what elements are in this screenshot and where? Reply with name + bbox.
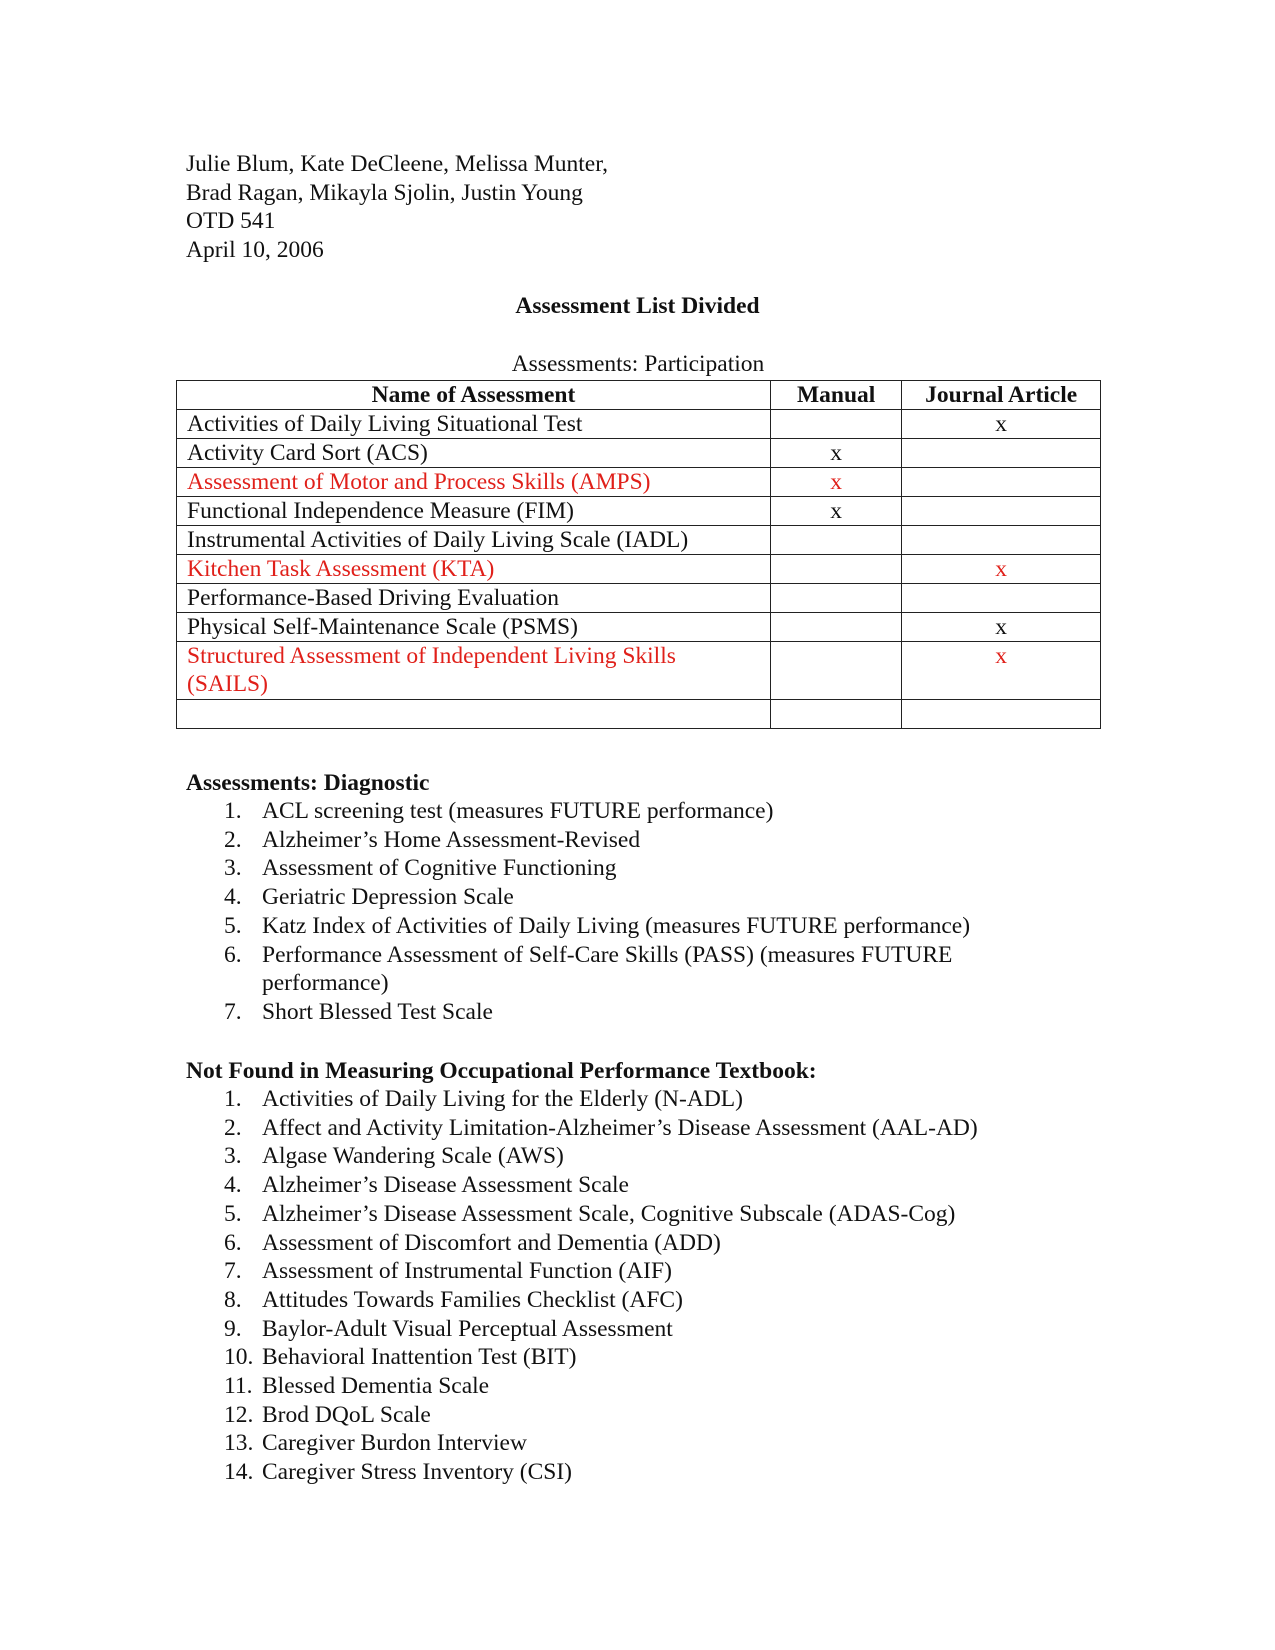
manual-mark: x — [770, 497, 901, 526]
list-number: 10. — [224, 1344, 254, 1371]
list-number: 3. — [224, 1143, 242, 1170]
list-text: Attitudes Towards Families Checklist (AFC) — [262, 1286, 683, 1313]
list-text: Behavioral Inattention Test (BIT) — [262, 1344, 577, 1371]
manual-mark: x — [770, 468, 901, 497]
list-text: Assessment of Discomfort and Dementia (ADD) — [262, 1229, 721, 1256]
table-row — [177, 526, 1101, 555]
list-text: Assessment of Instrumental Function (AIF) — [262, 1258, 672, 1285]
list-text: Geriatric Depression Scale — [262, 884, 514, 911]
list-number: 13. — [224, 1430, 254, 1457]
list-text: Activities of Daily Living for the Elderly (N-ADL) — [262, 1086, 743, 1112]
manual-mark — [770, 410, 901, 439]
list-number: 2. — [224, 1114, 242, 1141]
table-row — [177, 410, 1101, 439]
journal-mark: x — [902, 410, 1101, 439]
list-item — [186, 1372, 978, 1401]
assessment-name: Structured Assessment of Independent Living Skills (SAILS) — [177, 642, 771, 700]
list-number: 4. — [224, 884, 242, 911]
list-text: Blessed Dementia Scale — [262, 1373, 490, 1400]
list-text: Performance Assessment of Self-Care Skills (PASS) (measures FUTURE performance) — [262, 941, 953, 997]
table-row-highlighted — [177, 555, 1101, 584]
list-number: 14. — [224, 1459, 254, 1486]
list-number: 2. — [224, 826, 242, 853]
not-found-heading: Not Found in Measuring Occupational Performance Textbook: — [186, 1058, 817, 1084]
list-item — [186, 1315, 978, 1344]
manual-mark — [770, 584, 901, 613]
assessment-name — [177, 700, 771, 729]
assessment-name: Activities of Daily Living Situational Test — [177, 410, 771, 439]
table-row-empty — [177, 700, 1101, 729]
table-row — [177, 613, 1101, 642]
assessment-name: Physical Self-Maintenance Scale (PSMS) — [177, 613, 771, 642]
manual-mark — [770, 613, 901, 642]
list-item — [186, 1200, 978, 1229]
list-number: 6. — [224, 1229, 242, 1256]
table-row — [177, 584, 1101, 613]
list-item — [186, 854, 1022, 883]
list-item — [186, 1343, 978, 1372]
journal-mark — [902, 526, 1101, 555]
list-item — [186, 912, 1022, 941]
list-text: Caregiver Stress Inventory (CSI) — [262, 1459, 572, 1486]
author-header — [186, 150, 608, 264]
assessment-name: Functional Independence Measure (FIM) — [177, 497, 771, 526]
list-text: Alzheimer’s Disease Assessment Scale, Cognitive Subscale (ADAS-Cog) — [262, 1200, 956, 1227]
manual-mark — [770, 526, 901, 555]
list-number: 12. — [224, 1401, 254, 1428]
list-number: 3. — [224, 855, 242, 882]
list-number: 7. — [224, 998, 242, 1025]
assessment-name: Kitchen Task Assessment (KTA) — [177, 555, 771, 584]
list-item — [186, 1229, 978, 1258]
list-number: 9. — [224, 1315, 242, 1342]
participation-table — [176, 380, 1101, 729]
authors-line-2: Brad Ragan, Mikayla Sjolin, Justin Young — [186, 179, 583, 206]
journal-mark: x — [902, 613, 1101, 642]
assessment-name: Instrumental Activities of Daily Living Scale (IADL) — [177, 526, 771, 555]
assessment-name: Assessment of Motor and Process Skills (AMPS) — [177, 468, 771, 497]
list-number: 1. — [224, 798, 242, 824]
journal-mark — [902, 468, 1101, 497]
participation-table-caption: Assessments: Participation — [511, 351, 765, 377]
manual-mark — [770, 555, 901, 584]
list-text: Algase Wandering Scale (AWS) — [262, 1143, 564, 1170]
list-item — [186, 1114, 978, 1143]
manual-mark — [770, 700, 901, 729]
list-item — [186, 1458, 978, 1487]
diagnostic-heading: Assessments: Diagnostic — [186, 770, 430, 796]
list-text: Assessment of Cognitive Functioning — [262, 855, 617, 882]
list-item — [186, 826, 1022, 855]
assessment-name: Activity Card Sort (ACS) — [177, 439, 771, 468]
not-found-list — [186, 1085, 978, 1487]
manual-mark: x — [770, 439, 901, 468]
authors-line-1: Julie Blum, Kate DeCleene, Melissa Munter, — [186, 151, 608, 177]
list-text: Alzheimer’s Home Assessment-Revised — [262, 826, 641, 853]
table-row-highlighted — [177, 468, 1101, 497]
table-row — [177, 439, 1101, 468]
list-item — [186, 1142, 978, 1171]
list-number: 5. — [224, 1200, 242, 1227]
journal-mark: x — [902, 642, 1101, 700]
list-item — [186, 1401, 978, 1430]
journal-mark — [902, 497, 1101, 526]
list-text: ACL screening test (measures FUTURE performance) — [262, 798, 774, 824]
course-code: OTD 541 — [186, 208, 276, 234]
list-text: Baylor-Adult Visual Perceptual Assessment — [262, 1315, 673, 1342]
table-row-highlighted — [177, 642, 1101, 700]
list-number: 7. — [224, 1258, 242, 1285]
list-number: 8. — [224, 1286, 242, 1313]
list-number: 6. — [224, 941, 242, 968]
list-text: Brod DQoL Scale — [262, 1401, 431, 1428]
document-title: Assessment List Divided — [515, 293, 760, 319]
journal-mark: x — [902, 555, 1101, 584]
journal-mark — [902, 584, 1101, 613]
column-header-journal: Journal Article — [902, 381, 1101, 410]
list-item — [186, 1257, 978, 1286]
journal-mark — [902, 700, 1101, 729]
list-item — [186, 998, 1022, 1027]
column-header-manual: Manual — [770, 381, 901, 410]
list-text: Caregiver Burdon Interview — [262, 1430, 527, 1457]
list-text: Short Blessed Test Scale — [262, 998, 493, 1025]
list-number: 1. — [224, 1086, 242, 1112]
list-text: Alzheimer’s Disease Assessment Scale — [262, 1172, 629, 1199]
list-item — [186, 1171, 978, 1200]
list-text: Katz Index of Activities of Daily Living (measures FUTURE performance) — [262, 912, 971, 939]
list-item — [186, 941, 1022, 998]
list-item — [186, 883, 1022, 912]
list-item — [186, 1429, 978, 1458]
list-item — [186, 1286, 978, 1315]
list-number: 11. — [224, 1373, 253, 1400]
table-row — [177, 497, 1101, 526]
list-text: Affect and Activity Limitation-Alzheimer’s Disease Assessment (AAL-AD) — [262, 1114, 978, 1141]
assessment-name: Performance-Based Driving Evaluation — [177, 584, 771, 613]
list-number: 4. — [224, 1172, 242, 1199]
journal-mark — [902, 439, 1101, 468]
column-header-name: Name of Assessment — [177, 381, 771, 410]
diagnostic-list — [186, 797, 1022, 1027]
document-date: April 10, 2006 — [186, 236, 324, 263]
list-item — [186, 1085, 978, 1114]
manual-mark — [770, 642, 901, 700]
list-item — [186, 797, 1022, 826]
table-header-row — [177, 381, 1101, 410]
list-number: 5. — [224, 912, 242, 939]
